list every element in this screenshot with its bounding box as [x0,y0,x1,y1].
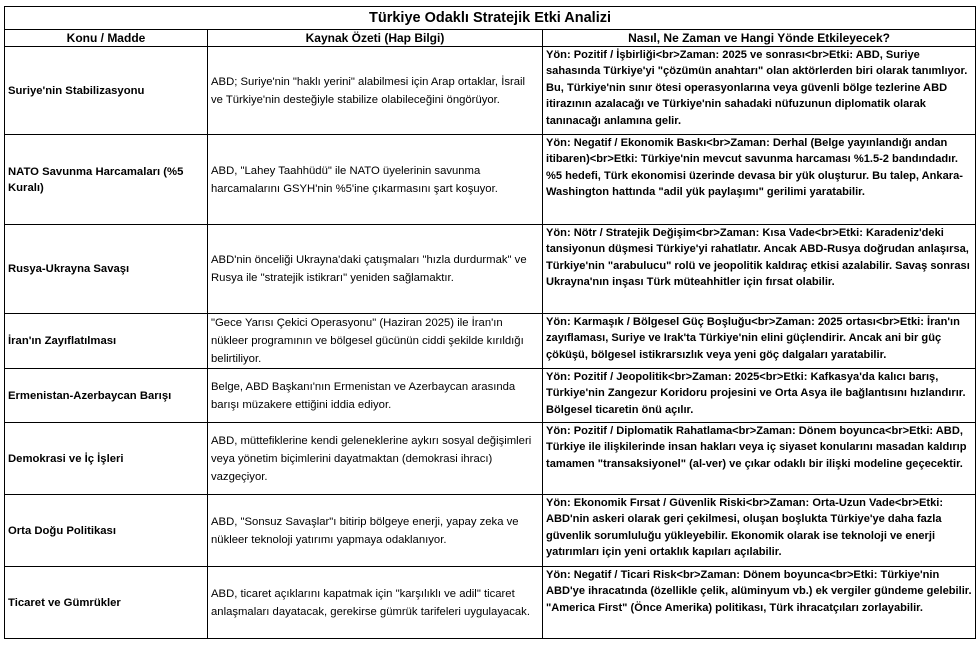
row-source: ABD; Suriye'nin "haklı yerini" alabilmesi için Arap ortaklar, İsrail ve Türkiye'nin desteğiyle stabilize olabileceğini öngörüyor. [208,47,543,135]
row-impact: Yön: Pozitif / Jeopolitik<br>Zaman: 2025<br>Etki: Kafkasya'da kalıcı barış, Türkiye'nin Zangezur Koridoru projesini ve Orta Asya ile bağlantısını hızlandırır. Bölgesel ticaretin önü açılır. [543,369,976,423]
row-source: ABD'nin önceliği Ukrayna'daki çatışmaları "hızla durdurmak" ve Rusya ile "stratejik istikrarı" yeniden sağlamaktır. [208,225,543,314]
row-source: ABD, "Lahey Taahhüdü" ile NATO üyelerinin savunma harcamalarını GSYH'nin %5'ine çıkarmasını şart koşuyor. [208,135,543,225]
row-source: Belge, ABD Başkanı'nın Ermenistan ve Azerbaycan arasında barışı müzakere ettiğini iddia ediyor. [208,369,543,423]
table-row [5,47,976,135]
row-impact: Yön: Ekonomik Fırsat / Güvenlik Riski<br>Zaman: Orta-Uzun Vade<br>Etki: ABD'nin askeri olarak geri çekilmesi, oluşan boşlukta Türkiye'ye daha fazla güvenlik sorumluluğu yükleyebilir. Ekonomik olarak ise teknoloji ve enerji yatırımları için yeni ortaklık kapıları açılabilir. [543,495,976,567]
header-source: Kaynak Özeti (Hap Bilgi) [208,30,543,47]
table-row [5,369,976,423]
table-row [5,423,976,495]
row-source: ABD, ticaret açıklarını kapatmak için "karşılıklı ve adil" ticaret anlaşmaları dayatacak, gerekirse gümrük tarifeleri uygulayacak. [208,567,543,639]
row-topic: Orta Doğu Politikası [5,495,208,567]
header-topic: Konu / Madde [5,30,208,47]
row-impact: Yön: Pozitif / Diplomatik Rahatlama<br>Zaman: Dönem boyunca<br>Etki: ABD, Türkiye ile ilişkilerinde insan hakları veya iç siyaset konularını masadan kaldırıp tamamen "transaksiyonel" (al-ver) ve çıkar odaklı bir ilişki modeline geçecektir. [543,423,976,495]
row-impact: Yön: Karmaşık / Bölgesel Güç Boşluğu<br>Zaman: 2025 ortası<br>Etki: İran'ın zayıflaması, Suriye ve Irak'ta Türkiye'nin elini güçlendirir. Ancak ani bir güç çöküşü, bölgesel istikrarsızlık veya yeni göç dalgaları yaratabilir. [543,314,976,369]
header-row [5,30,976,47]
row-topic: Ermenistan-Azerbaycan Barışı [5,369,208,423]
table-row [5,225,976,314]
table-row [5,495,976,567]
row-impact: Yön: Pozitif / İşbirliği<br>Zaman: 2025 ve sonrası<br>Etki: ABD, Suriye sahasında Türkiye'yi "çözümün anahtarı" olan aktörlerden biri olarak tanımlıyor. Bu, Türkiye'nin sınır ötesi operasyonlarına veya güvenli bölge tezlerine ABD itirazının azalacağı ve Türkiye'nin sahadaki nüfuzunun diplomatik olarak tanınacağı anlamına gelir. [543,47,976,135]
row-source: ABD, müttefiklerine kendi geleneklerine aykırı sosyal değişimleri veya yönetim biçimlerini dayatmaktan (demokrasi ihracı) vazgeçiyor. [208,423,543,495]
row-topic: Demokrasi ve İç İşleri [5,423,208,495]
row-topic: Rusya-Ukrayna Savaşı [5,225,208,314]
header-impact: Nasıl, Ne Zaman ve Hangi Yönde Etkileyecek? [543,30,976,47]
table-row [5,314,976,369]
analysis-sheet [4,6,975,648]
row-source: ABD, "Sonsuz Savaşlar"ı bitirip bölgeye enerji, yapay zeka ve nükleer teknoloji yatırımı yapmaya odaklanıyor. [208,495,543,567]
table-row [5,567,976,639]
row-impact: Yön: Nötr / Stratejik Değişim<br>Zaman: Kısa Vade<br>Etki: Karadeniz'deki tansiyonun düşmesi Türkiye'yi rahatlatır. Ancak ABD-Rusya doğrudan anlaşırsa, Türkiye'nin "arabulucu" rolü ve jeopolitik kaldıraç etkisi azalabilir. Savaş sonrası Ukrayna'nın inşası Türk müteahhitler için fırsat olabilir. [543,225,976,314]
row-impact: Yön: Negatif / Ekonomik Baskı<br>Zaman: Derhal (Belge yayınlandığı andan itibaren)<br>Etki: Türkiye'nin mevcut savunma harcaması %1.5-2 bandındadır. %5 hedefi, Türk ekonomisi üzerinde devasa bir yük oluşturur. Bu talep, Ankara-Washington hattında "adil yük paylaşımı" gerilimi yaratabilir. [543,135,976,225]
row-topic: Suriye'nin Stabilizasyonu [5,47,208,135]
analysis-table [4,6,976,639]
row-topic: İran'ın Zayıflatılması [5,314,208,369]
row-impact: Yön: Negatif / Ticari Risk<br>Zaman: Dönem boyunca<br>Etki: Türkiye'nin ABD'ye ihracatında (özellikle çelik, alüminyum vb.) ek vergiler gündeme gelebilir. "America First" (Önce Amerika) politikası, Türk ihracatçıları zorlayabilir. [543,567,976,639]
table-title: Türkiye Odaklı Stratejik Etki Analizi [5,7,976,30]
row-source: "Gece Yarısı Çekici Operasyonu" (Haziran 2025) ile İran'ın nükleer programının ve bölgesel gücünün ciddi şekilde kırıldığı belirtiliyor. [208,314,543,369]
row-topic: Ticaret ve Gümrükler [5,567,208,639]
table-row [5,135,976,225]
row-topic: NATO Savunma Harcamaları (%5 Kuralı) [5,135,208,225]
